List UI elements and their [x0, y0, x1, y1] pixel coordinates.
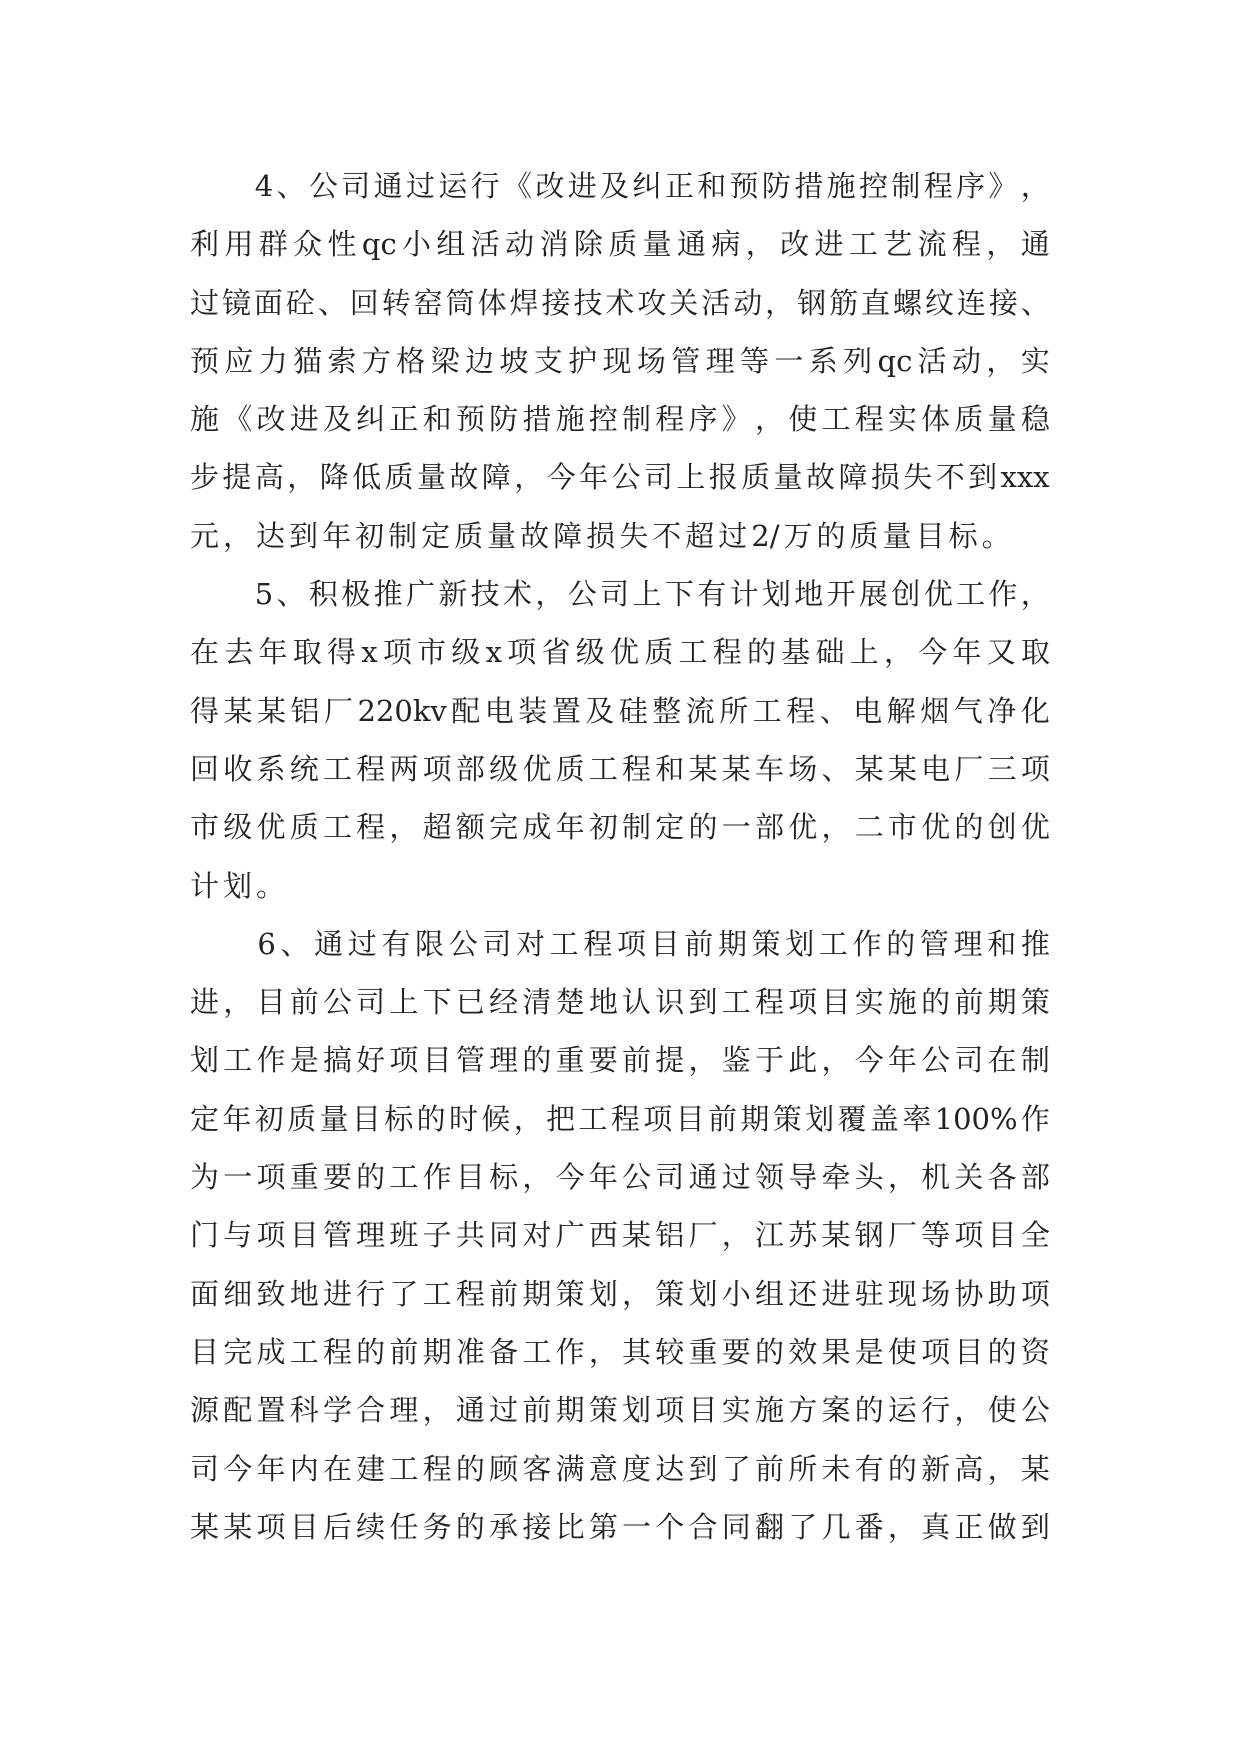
text-line: 元 ， 达 到 年 初 制 定 质 量 故 障 损 失 不 超 过 2/ 万 的 质 量 目 标 。	[190, 518, 1011, 553]
text-line: 得 某 某 铝 厂 220kv 配 电 装 置 及 硅 整 流 所 工 程 、 电 解 烟 气 净 化	[190, 693, 1050, 728]
text-line: 源 配 置 科 学 合 理 ， 通 过 前 期 策 划 项 目 实 施 方 案 的 运 行 ， 使 公	[190, 1393, 1050, 1428]
text-line: 市 级 优 质 工 程 ， 超 额 完 成 年 初 制 定 的 一 部 优 ， 二 市 优 的 创 优	[190, 810, 1050, 845]
text-line: 计 划 。	[190, 868, 286, 903]
text-line: 回 收 系 统 工 程 两 项 部 级 优 质 工 程 和 某 某 车 场 、 某 某 电 厂 三 项	[190, 751, 1050, 786]
text-line: 5 、 积 极 推 广 新 技 术 ， 公 司 上 下 有 计 划 地 开 展 创 优 工 作 ，	[254, 577, 1050, 612]
text-line: 步 提 高 ， 降 低 质 量 故 障 ， 今 年 公 司 上 报 质 量 故 障 损 失 不 到 xxx	[190, 460, 1050, 495]
text-line: 过 镜 面 砼 、 回 转 窑 筒 体 焊 接 技 术 攻 关 活 动 ， 钢 筋 直 螺 纹 连 接 、	[190, 285, 1050, 320]
text-line: 司 今 年 内 在 建 工 程 的 顾 客 满 意 度 达 到 了 前 所 未 有 的 新 高 ， 某	[190, 1451, 1050, 1486]
text-line: 施 《 改 进 及 纠 正 和 预 防 措 施 控 制 程 序 》 ， 使 工 程 实 体 质 量 稳	[190, 402, 1050, 437]
text-line: 预 应 力 猫 索 方 格 梁 边 坡 支 护 现 场 管 理 等 一 系 列 qc 活 动 ， 实	[190, 343, 1050, 378]
text-line: 划 工 作 是 搞 好 项 目 管 理 的 重 要 前 提 ， 鉴 于 此 ， 今 年 公 司 在 制	[190, 1043, 1050, 1078]
text-line: 为 一 项 重 要 的 工 作 目 标 ， 今 年 公 司 通 过 领 导 牵 头 ， 机 关 各 部	[190, 1160, 1050, 1195]
text-line: 在 去 年 取 得 x 项 市 级 x 项 省 级 优 质 工 程 的 基 础 上 ， 今 年 又 取	[190, 635, 1050, 670]
text-line: 目 完 成 工 程 的 前 期 准 备 工 作 ， 其 较 重 要 的 效 果 是 使 项 目 的 资	[190, 1334, 1050, 1369]
text-line: 利 用 群 众 性 qc 小 组 活 动 消 除 质 量 通 病 ， 改 进 工 艺 流 程 ， 通	[190, 227, 1050, 262]
text-line: 面 细 致 地 进 行 了 工 程 前 期 策 划 ， 策 划 小 组 还 进 驻 现 场 协 助 项	[190, 1276, 1050, 1311]
text-line: 某 某 项 目 后 续 任 务 的 承 接 比 第 一 个 合 同 翻 了 几 番 ， 真 正 做 到	[190, 1509, 1050, 1544]
text-line: 进 ， 目 前 公 司 上 下 已 经 清 楚 地 认 识 到 工 程 项 目 实 施 的 前 期 策	[190, 985, 1050, 1020]
text-line: 4 、 公 司 通 过 运 行 《 改 进 及 纠 正 和 预 防 措 施 控 制 程 序 》 ，	[254, 169, 1050, 203]
document-body	[190, 157, 1050, 1556]
text-line: 6 、 通 过 有 限 公 司 对 工 程 项 目 前 期 策 划 工 作 的 管 理 和 推	[257, 926, 1050, 961]
text-line: 门 与 项 目 管 理 班 子 共 同 对 广 西 某 铝 厂 ， 江 苏 某 钢 厂 等 项 目 全	[190, 1218, 1050, 1253]
text-line: 定 年 初 质 量 目 标 的 时 候 ， 把 工 程 项 目 前 期 策 划 覆 盖 率 100% 作	[190, 1101, 1050, 1136]
